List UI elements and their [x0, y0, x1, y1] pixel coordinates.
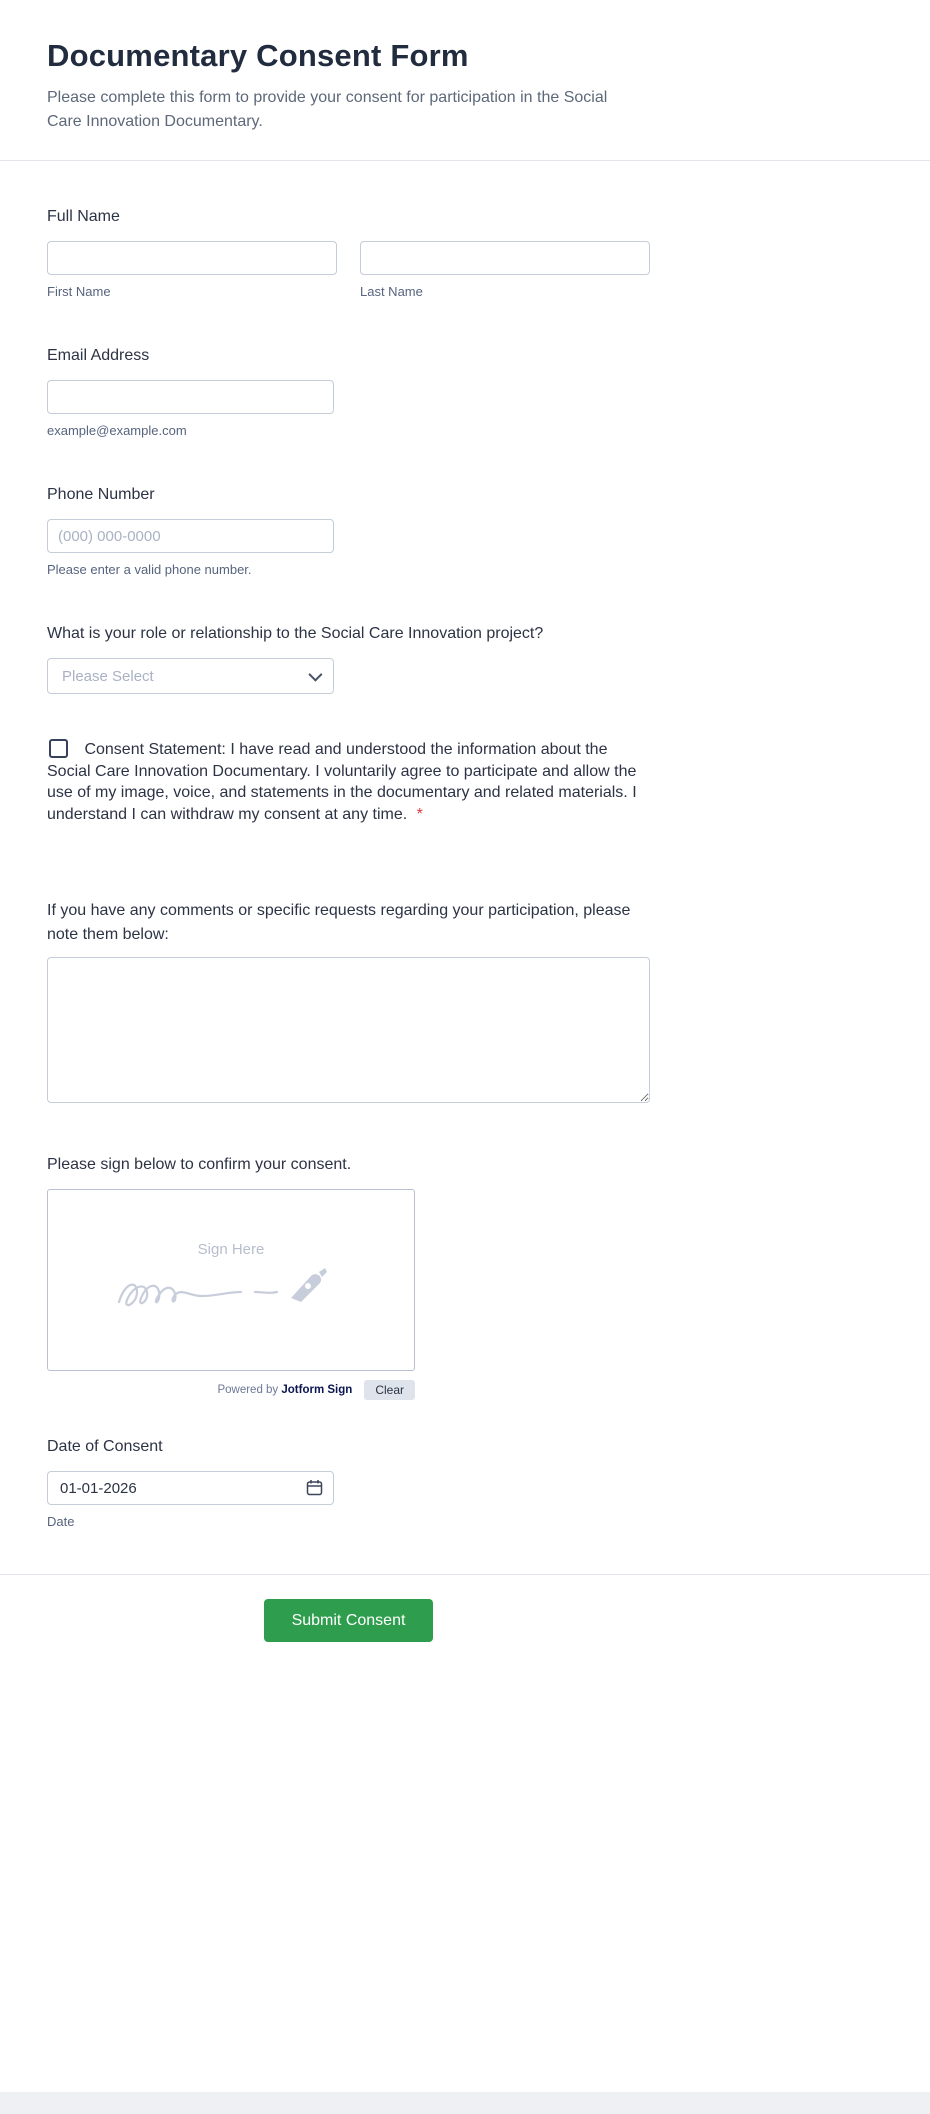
- question-signature: [47, 1153, 650, 1400]
- calendar-icon[interactable]: [306, 1479, 323, 1496]
- full-name-row: [47, 241, 650, 299]
- question-full-name: [47, 205, 650, 299]
- chevron-down-icon: [308, 668, 322, 682]
- form-header: [0, 0, 930, 161]
- form-subtitle: Please complete this form to provide your consent for participation in the Social Care Innovation Documentary.: [47, 89, 608, 130]
- first-name-input[interactable]: [47, 241, 337, 275]
- submit-button[interactable]: Submit Consent: [264, 1599, 434, 1642]
- signature-footer: [47, 1380, 415, 1400]
- full-name-label: Full Name: [47, 208, 120, 225]
- question-date: [47, 1435, 650, 1529]
- bottom-whitespace: [0, 1642, 930, 2092]
- question-phone: [47, 483, 650, 577]
- signature-pad[interactable]: [47, 1189, 415, 1371]
- last-name-sublabel: Last Name: [360, 284, 423, 299]
- sign-here-placeholder: Sign Here: [197, 1240, 265, 1258]
- date-field-wrap: [47, 1471, 334, 1505]
- powered-by-text: [217, 1384, 352, 1396]
- email-field[interactable]: [47, 380, 334, 414]
- powered-by-label: Powered by: [217, 1384, 279, 1396]
- role-select-placeholder: Please Select: [62, 667, 154, 685]
- clear-signature-button[interactable]: Clear: [364, 1380, 415, 1400]
- pen-nib-icon: [113, 1262, 349, 1320]
- consent-statement-text: Consent Statement: I have read and understood the information about the Social Care Innovation Documentary. I voluntarily agree to participate and allow the use of my image, voice, and statements in the documentary and related materials. I understand I can withdraw my consent at any time.: [47, 741, 637, 823]
- role-label: What is your role or relationship to the Social Care Innovation project?: [47, 625, 544, 642]
- comments-textarea[interactable]: [47, 957, 650, 1103]
- email-label: Email Address: [47, 347, 150, 364]
- phone-sublabel: Please enter a valid phone number.: [47, 562, 252, 577]
- required-asterisk: *: [416, 805, 423, 823]
- page-footer-strip: [0, 2092, 930, 2114]
- date-label: Date of Consent: [47, 1438, 163, 1455]
- date-input[interactable]: [47, 1471, 334, 1505]
- phone-label: Phone Number: [47, 486, 155, 503]
- email-sublabel: example@example.com: [47, 423, 187, 438]
- submit-row: [0, 1575, 697, 1642]
- phone-input[interactable]: [47, 519, 334, 553]
- first-name-col: [47, 241, 337, 299]
- first-name-sublabel: First Name: [47, 284, 111, 299]
- comments-label: If you have any comments or specific requests regarding your participation, please note them below:: [47, 902, 631, 943]
- signature-label: Please sign below to confirm your consent.: [47, 1156, 352, 1173]
- page-title: Documentary Consent Form: [47, 38, 469, 73]
- question-role: [47, 622, 650, 694]
- date-sublabel: Date: [47, 1514, 75, 1529]
- role-select[interactable]: [47, 658, 334, 694]
- jotform-sign-link[interactable]: Jotform Sign: [281, 1384, 353, 1396]
- consent-option: [47, 739, 650, 825]
- question-comments: [47, 899, 650, 1108]
- question-email: [47, 344, 650, 438]
- consent-checkbox[interactable]: [49, 739, 68, 758]
- form-body: [0, 161, 697, 1574]
- last-name-col: [360, 241, 650, 299]
- last-name-input[interactable]: [360, 241, 650, 275]
- question-consent: [47, 739, 650, 825]
